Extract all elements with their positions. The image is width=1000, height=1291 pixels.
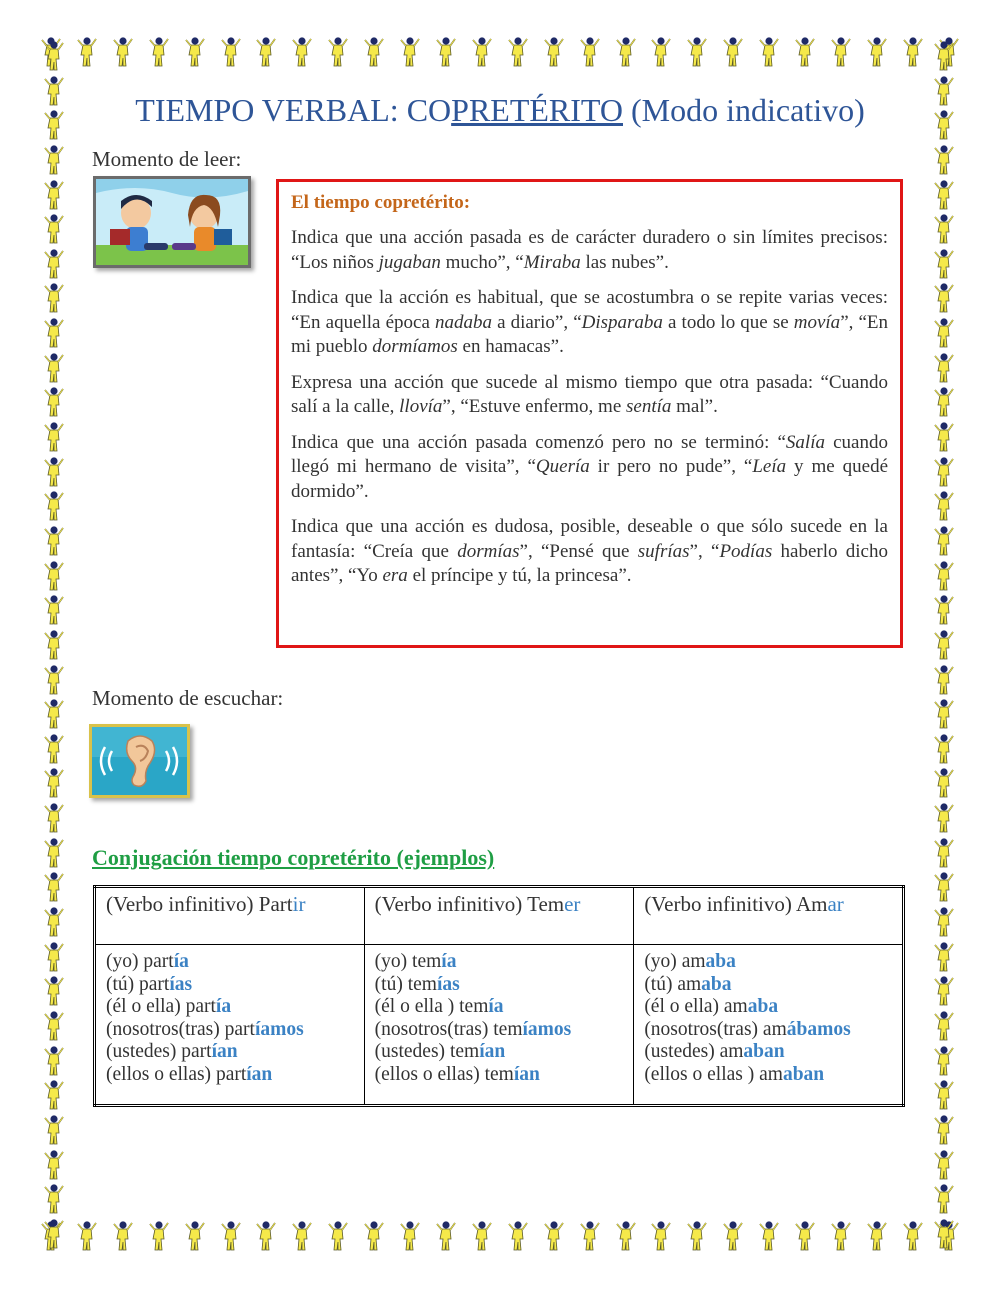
verb-ending: aban [782,1063,825,1085]
cheering-person-icon [43,282,65,314]
cheering-person-icon [650,1220,672,1252]
paragraph [291,515,888,589]
cheering-person-icon [43,733,65,765]
cheering-person-icon [43,767,65,799]
cheering-person-icon [43,802,65,834]
cheering-person-icon [471,1220,493,1252]
paragraph [291,371,888,420]
copreterito-info-box [276,179,903,648]
text-segment: Indica que una acción pasada comenzó pero no se terminó: “ [291,431,786,453]
verb-ending: ía [215,996,232,1017]
verb-ending: aba [701,973,732,995]
conjugation-row [644,996,892,1019]
cheering-person-icon [435,36,457,68]
cheering-person-icon [43,179,65,211]
conjugation-row [106,996,354,1019]
cheering-person-icon [866,1220,888,1252]
text-segment: ”, “ [689,540,720,562]
pronoun: (nosotros(tras) [374,1018,494,1040]
cheering-person-icon [866,36,888,68]
cheering-person-icon [933,1010,955,1042]
pronoun: (ellos o ellas ) [644,1063,760,1085]
cheering-person-icon [933,975,955,1007]
verb-ending: aban [743,1041,785,1062]
conjugation-cell-amar [634,945,904,1106]
text-segment: ”, “En mi pueblo [291,311,889,357]
cheering-person-icon [615,36,637,68]
pronoun: (yo) [644,951,682,972]
cheering-person-icon [43,664,65,696]
cheering-person-icon [43,1079,65,1111]
verb-stem: tem [484,1063,514,1085]
column-header-partir: (Verbo infinitivo) Partir [95,887,365,945]
cheering-person-icon [933,560,955,592]
cheering-person-icon [933,1183,955,1215]
cheering-person-icon [579,1220,601,1252]
verb-stem: tem [449,1041,480,1062]
verb-stem: tem [493,1018,523,1040]
cheering-person-icon [327,1220,349,1252]
cheering-person-icon [933,698,955,730]
cheering-person-icon [43,1045,65,1077]
verb-stem: am [723,996,748,1017]
cheering-person-icon [43,975,65,1007]
conjugation-row [375,1019,624,1042]
conjugation-row [106,1019,354,1042]
cheering-person-icon [43,941,65,973]
cheering-person-icon [933,1045,955,1077]
cheering-person-icon [933,733,955,765]
cheering-person-icon [686,36,708,68]
cheering-person-icon [933,871,955,903]
verb-stem: tem [407,973,437,995]
cheering-person-icon [933,906,955,938]
text-segment: ”, “Estuve enfermo, me [442,396,627,417]
cheering-person-icon [43,490,65,522]
verb-stem: part [181,1041,212,1062]
cheering-person-icon [255,1220,277,1252]
text-segment: mal”. [671,396,718,417]
cheering-person-icon [327,36,349,68]
cheering-person-icon [933,386,955,418]
verb-ending: ían [479,1041,506,1062]
pronoun: (ellos o ellas) [374,1063,485,1085]
border-top [40,36,960,76]
table-header-row [95,887,904,945]
listening-label: Momento de escuchar: [92,686,284,710]
pronoun: (yo) [374,951,413,972]
cheering-person-icon [933,248,955,280]
cheering-person-icon [43,1010,65,1042]
pronoun: (tú) [374,973,408,995]
cheering-person-icon [507,36,529,68]
pronoun: (ellos o ellas) [106,1063,216,1085]
verb-stem: am [677,973,702,995]
cheering-person-icon [43,560,65,592]
cheering-person-icon [933,1149,955,1181]
text-segment: Indica que una acción es dudosa, posible, deseable o que sólo sucede en la fantasía: “Creía que [291,516,888,562]
reading-label: Momento de leer: [92,147,242,171]
verb-ending: aba [705,951,736,972]
text-segment: las nubes”. [580,251,669,273]
verb-ending: ían [246,1063,273,1085]
verb-ending: aba [747,996,779,1017]
verb-stem: part [224,1018,255,1040]
conjugation-row [106,974,354,997]
verb-example: Disparaba [581,311,663,333]
cheering-person-icon [399,36,421,68]
box-title: El tiempo copretérito: [291,192,471,213]
cheering-person-icon [43,594,65,626]
verb-stem: tem [412,951,442,972]
conjugation-row [644,1019,892,1042]
conjugation-row [106,1064,354,1087]
pronoun: (él o ella) [106,996,186,1017]
verb-example: dormíamos [372,336,458,357]
cheering-person-icon [933,1218,955,1250]
verb-ending: ías [169,973,193,995]
cheering-person-icon [43,698,65,730]
paragraph [291,226,888,275]
verb-stem: am [719,1041,744,1062]
conjugation-row [644,1041,892,1064]
cheering-person-icon [933,941,955,973]
pronoun: (tú) [644,973,678,995]
cheering-person-icon [830,1220,852,1252]
cheering-person-icon [435,1220,457,1252]
cheering-person-icon [43,837,65,869]
text-segment: ir pero no pude”, “ [589,456,753,477]
verb-example: Miraba [523,251,581,273]
conjugation-row [644,1064,892,1087]
cheering-person-icon [933,629,955,661]
pronoun: (ustedes) [644,1041,720,1062]
cheering-person-icon [184,1220,206,1252]
verb-ending: ían [211,1041,238,1062]
cheering-person-icon [291,1220,313,1252]
cheering-person-icon [43,871,65,903]
verb-example: jugaban [378,251,441,273]
verb-ending: íamos [522,1018,572,1040]
verb-example: movía [793,311,841,333]
cheering-person-icon [933,179,955,211]
verb-stem: am [759,1063,783,1085]
text-segment: Expresa una acción que sucede al mismo tiempo que otra pasada: “Cuando salí a la calle, [291,371,888,417]
conjugation-row [375,996,624,1019]
text-segment: Indica que una acción pasada es de carácter duradero o sin límites precisos: “Los niños [291,227,888,273]
cheering-person-icon [933,490,955,522]
cheering-person-icon [43,213,65,245]
cheering-person-icon [902,1220,924,1252]
pronoun: (él o ella ) [374,996,460,1017]
cheering-person-icon [43,421,65,453]
cheering-person-icon [507,1220,529,1252]
text-segment: cuando llegó mi hermano de visita”, “ [291,431,888,477]
cheering-person-icon [758,1220,780,1252]
cheering-person-icon [794,36,816,68]
verb-example: Quería [535,456,590,477]
border-left [43,40,83,1250]
cheering-person-icon [933,317,955,349]
verb-example: era [382,565,408,586]
table-row [95,945,904,1106]
cheering-person-icon [686,1220,708,1252]
conjugation-row [375,1064,624,1087]
verb-ending: ían [513,1063,540,1085]
cheering-person-icon [112,36,134,68]
conjugation-cell-temer [364,945,634,1106]
cheering-person-icon [933,525,955,557]
cheering-person-icon [933,594,955,626]
cheering-person-icon [220,36,242,68]
verb-stem: part [139,973,170,995]
cheering-person-icon [722,36,744,68]
page-title: TIEMPO VERBAL: COPRETÉRITO (Modo indicativo) [135,92,865,128]
text-segment: ”, “Pensé que [519,540,638,562]
conjugation-title: Conjugación tiempo copretérito (ejemplos) [92,845,495,870]
cheering-person-icon [933,40,955,72]
verb-example: Leía [752,456,787,477]
cheering-person-icon [902,36,924,68]
cheering-person-icon [933,767,955,799]
cheering-person-icon [399,1220,421,1252]
cheering-person-icon [148,36,170,68]
cheering-person-icon [43,1114,65,1146]
verb-ending: ía [488,996,504,1017]
text-segment: a todo lo que se [662,311,794,333]
cheering-person-icon [830,36,852,68]
cheering-person-icon [933,664,955,696]
conjugation-row [644,951,892,974]
cheering-person-icon [471,36,493,68]
cheering-person-icon [43,456,65,488]
text-segment: Indica que la acción es habitual, que se acostumbra o se repite varias veces: “En aquella época [291,287,888,333]
conjugation-row [644,974,892,997]
cheering-person-icon [794,1220,816,1252]
cheering-person-icon [43,906,65,938]
cheering-person-icon [933,1079,955,1111]
conjugation-row [375,951,624,974]
verb-stem: am [681,951,706,972]
cheering-person-icon [933,282,955,314]
cheering-person-icon [255,36,277,68]
verb-stem: part [185,996,216,1017]
cheering-person-icon [43,1149,65,1181]
cheering-person-icon [758,36,780,68]
ear-listening-image [89,724,190,798]
cheering-person-icon [650,36,672,68]
cheering-person-icon [43,248,65,280]
cheering-person-icon [722,1220,744,1252]
cheering-person-icon [933,837,955,869]
paragraph [291,286,888,360]
verb-stem: tem [459,996,489,1017]
cheering-person-icon [543,36,565,68]
cheering-person-icon [933,1114,955,1146]
pronoun: (nosotros(tras) [644,1018,763,1040]
cheering-person-icon [43,144,65,176]
cheering-person-icon [363,36,385,68]
text-segment: en hamacas”. [457,336,564,357]
children-reading-image [93,176,251,268]
conjugation-cell-partir [95,945,365,1106]
conjugation-row [375,974,624,997]
verb-example: sufrías [637,540,690,562]
text-segment: haberlo dicho antes”, “Yo [291,540,888,586]
text-segment: y me quedé dormido”. [291,456,889,502]
pronoun: (tú) [106,973,140,995]
cheering-person-icon [43,317,65,349]
verb-ending: ábamos [786,1018,851,1040]
paragraph [291,431,888,505]
verb-ending: ía [173,951,189,972]
cheering-person-icon [43,525,65,557]
pronoun: (nosotros(tras) [106,1018,225,1040]
cheering-person-icon [43,1183,65,1215]
cheering-person-icon [148,1220,170,1252]
conjugation-table [93,885,905,1107]
cheering-person-icon [543,1220,565,1252]
cheering-person-icon [933,421,955,453]
verb-example: sentía [626,396,672,417]
cheering-person-icon [579,36,601,68]
cheering-person-icon [615,1220,637,1252]
pronoun: (él o ella) [644,996,724,1017]
cheering-person-icon [933,802,955,834]
conjugation-row [106,951,354,974]
verb-stem: am [762,1018,787,1040]
cheering-person-icon [184,36,206,68]
cheering-person-icon [43,1218,65,1250]
verb-ending: ías [436,973,460,995]
verb-stem: part [143,951,174,972]
cheering-person-icon [363,1220,385,1252]
text-segment: mucho”, “ [440,251,524,273]
verb-ending: íamos [254,1018,304,1040]
column-header-amar: (Verbo infinitivo) Amar [634,887,904,945]
pronoun: (ustedes) [374,1041,450,1062]
cheering-person-icon [43,629,65,661]
cheering-person-icon [933,144,955,176]
cheering-person-icon [220,1220,242,1252]
cheering-person-icon [43,40,65,72]
cheering-person-icon [43,352,65,384]
verb-example: Salía [785,431,825,453]
pronoun: (ustedes) [106,1041,182,1062]
pronoun: (yo) [106,951,144,972]
cheering-person-icon [43,386,65,418]
border-right [933,40,973,1250]
text-segment: a diario”, “ [491,311,582,333]
verb-example: dormías [457,540,520,562]
conjugation-row [375,1041,624,1064]
verb-example: Podías [719,540,773,562]
verb-ending: ía [441,951,457,972]
verb-example: nadaba [434,311,492,333]
text-segment: el príncipe y tú, la princesa”. [407,565,632,586]
cheering-person-icon [112,1220,134,1252]
cheering-person-icon [933,213,955,245]
border-bottom [40,1220,960,1260]
verb-example: llovía [399,396,443,417]
column-header-temer: (Verbo infinitivo) Temer [364,887,634,945]
cheering-person-icon [291,36,313,68]
conjugation-row [106,1041,354,1064]
paragraph-list [291,226,888,589]
cheering-person-icon [933,352,955,384]
verb-stem: part [215,1063,247,1085]
cheering-person-icon [933,456,955,488]
